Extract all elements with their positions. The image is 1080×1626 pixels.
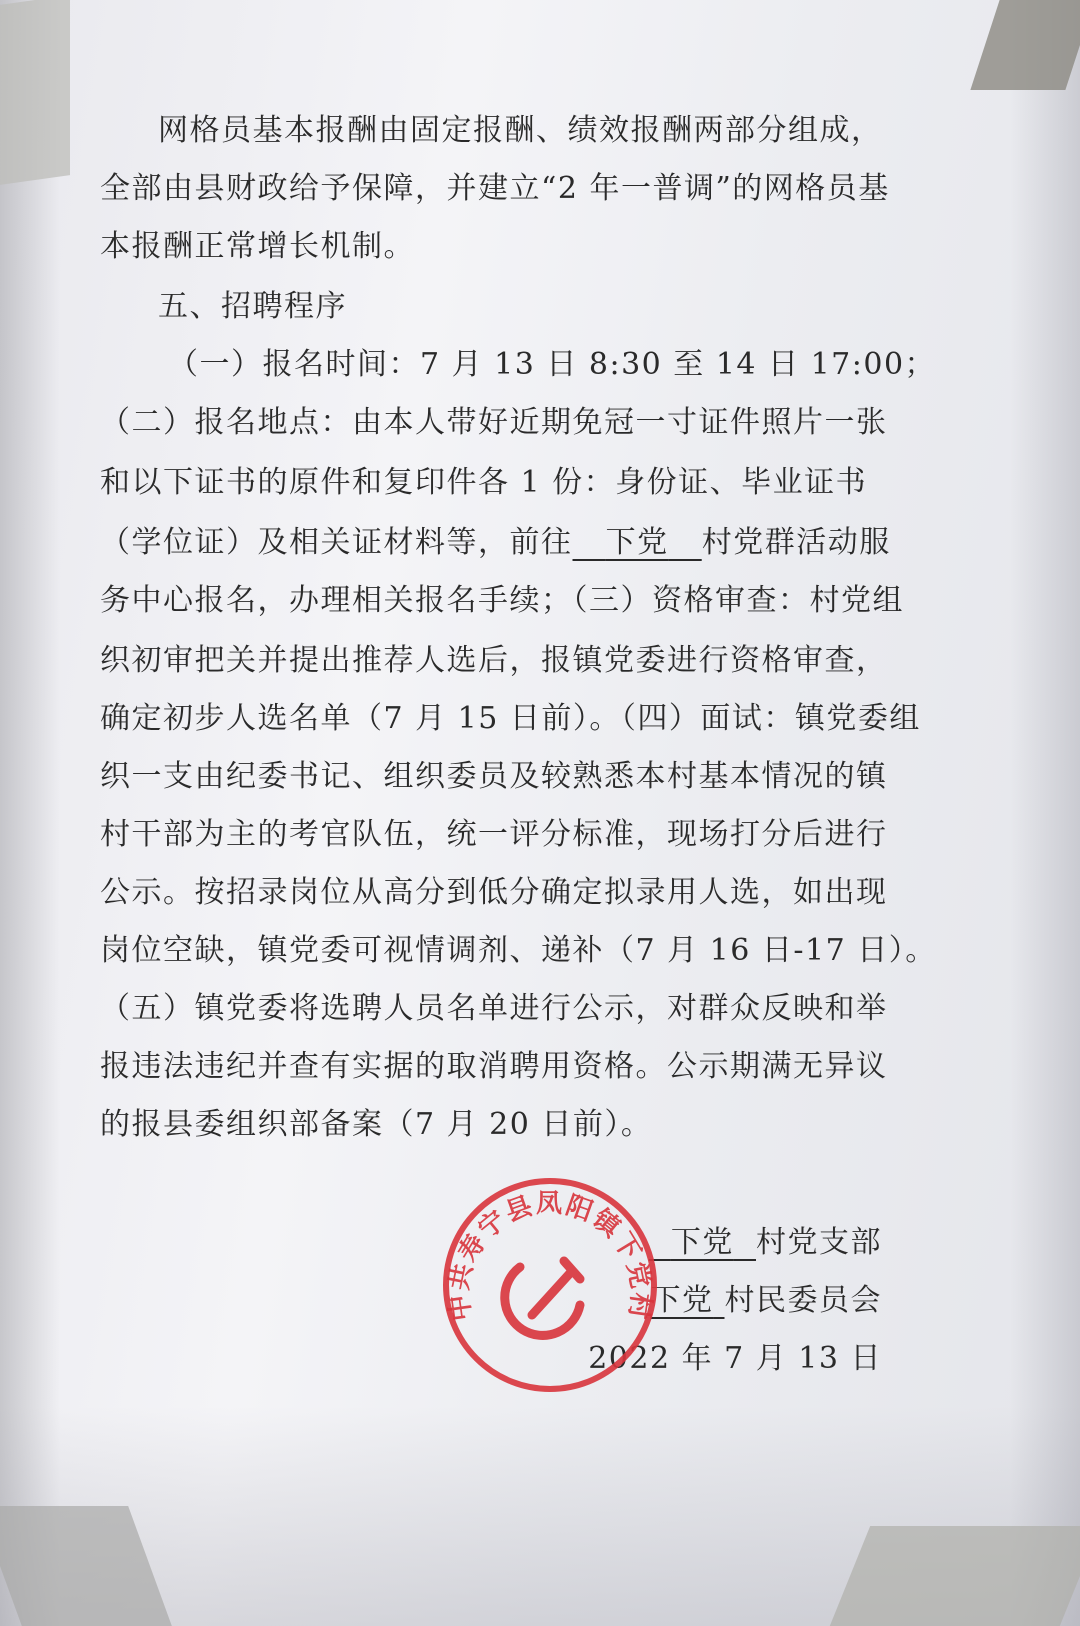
signature-date: 2022 年 7 月 13 日 [588,1341,882,1376]
body-line [100,520,891,566]
official-seal-stamp [440,1175,660,1395]
body-line: 务中心报名，办理相关报名手续；（三）资格审查：村党组 [100,583,904,618]
village-name: 下党 [605,525,669,560]
body-line: 和以下证书的原件和复印件各 1 份：身份证、毕业证书 [100,465,868,500]
village-blank [650,1283,724,1318]
village-name: 下党 [670,1225,734,1260]
seal-text: 中共寿宁县凤阳镇下党村 [444,1189,656,1323]
body-line: 网格员基本报酬由固定报酬、绩效报酬两部分组成， [158,113,883,148]
body-line: （五）镇党委将选聘人员名单进行公示，对群众反映和举 [100,991,888,1026]
body-line-text: （学位证）及相关证材料等，前往 [100,525,573,560]
body-line: （二）报名地点：由本人带好近期免冠一寸证件照片一张 [100,405,888,440]
body-line: 全部由县财政给予保障，并建立“2 年一普调”的网格员基 [100,171,890,206]
village-blank [649,1225,756,1260]
body-line: 公示。按招录岗位从高分到低分确定拟录用人选，如出现 [100,875,888,910]
body-line: 村干部为主的考官队伍，统一评分标准，现场打分后进行 [100,817,888,852]
village-name: 下党 [650,1283,714,1318]
body-line: 确定初步人选名单（7 月 15 日前）。（四）面试：镇党委组 [100,701,921,736]
body-line: 织初审把关并提出推荐人选后，报镇党委进行资格审查， [100,643,888,678]
org-name: 村民委员会 [724,1283,882,1318]
org-name: 村党支部 [756,1225,882,1260]
body-line: 本报酬正常增长机制。 [100,229,415,264]
body-line: （一）报名时间：7 月 13 日 8:30 至 14 日 17:00； [168,347,937,382]
body-line: 报违法违纪并查有实据的取消聘用资格。公示期满无异议 [100,1049,888,1084]
body-line: 岗位空缺，镇党委可视情调剂、递补（7 月 16 日-17 日）。 [100,933,937,968]
body-line-text: 村党群活动服 [701,525,891,560]
body-line: 的报县委组织部备案（7 月 20 日前）。 [100,1107,653,1142]
body-line: 织一支由纪委书记、组织委员及较熟悉本村基本情况的镇 [100,759,888,794]
village-blank [573,525,702,560]
signature-village-committee [650,1278,882,1324]
section-heading: 五、招聘程序 [158,289,347,324]
hammer-sickle-icon [505,1261,580,1335]
signature-party-branch [649,1220,882,1266]
